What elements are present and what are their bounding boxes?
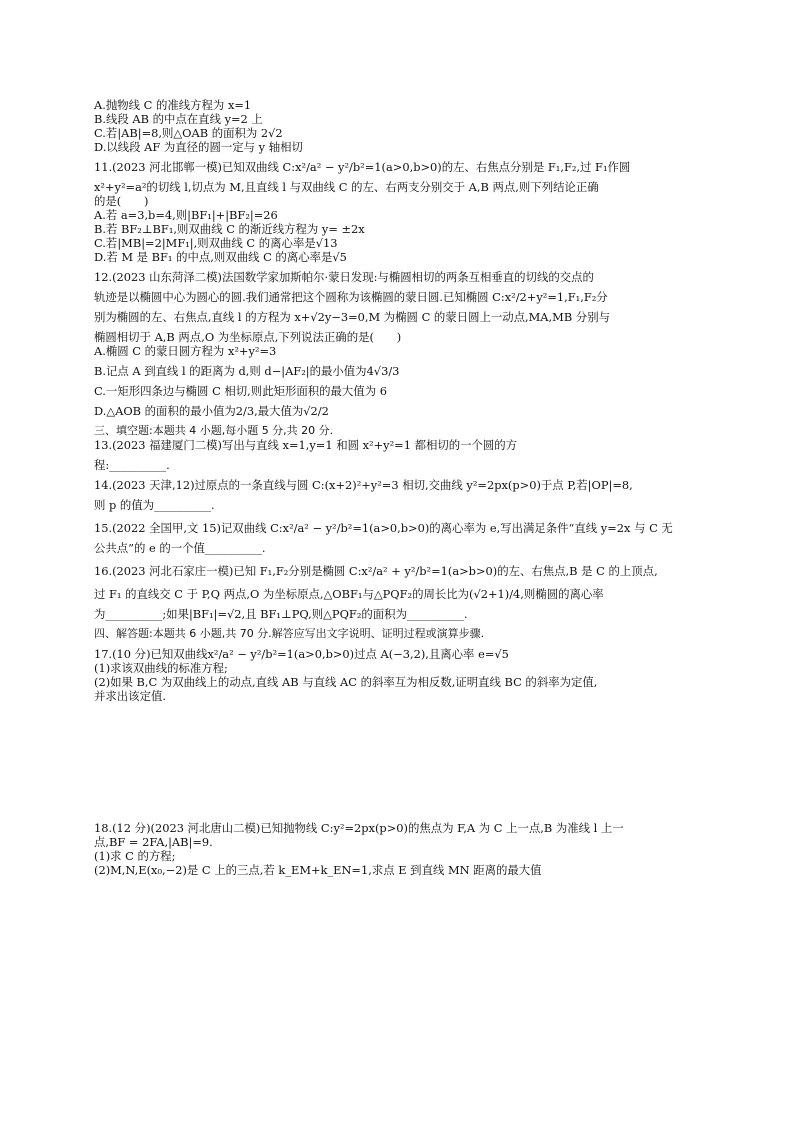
option-12c: C.一矩形四条边与椭圆 C 相切,则此矩形面积的最大值为 6 — [94, 384, 387, 398]
question-12-stem: 12.(2023 山东菏泽二模)法国数学家加斯帕尔·蒙日发现:与椭圆相切的两条互相垂直的切线的交点的 — [94, 270, 594, 284]
question-12-stem-end: 椭圆相切于 A,B 两点,O 为坐标原点,下列说法正确的是( ) — [94, 330, 402, 344]
option-12a: A.椭圆 C 的蒙日圆方程为 x²+y²=3 — [94, 344, 277, 358]
question-11-stem: 11.(2023 河北邯郸一模)已知双曲线 C:x²/a² − y²/b²=1(a>0,b>0)的左、右焦点分别是 F₁,F₂,过 F₁作圆 — [94, 160, 631, 174]
question-13-stem: 13.(2023 福建厦门二模)写出与直线 x=1,y=1 和圆 x²+y²=1 都相切的一个圆的方 — [94, 438, 518, 452]
option-10d: D.以线段 AF 为直径的圆一定与 y 轴相切 — [94, 140, 303, 154]
question-12-stem-cont2: 别为椭圆的左、右焦点,直线 l 的方程为 x+√2y−3=0,M 为椭圆 C 的蒙日圆上一动点,MA,MB 分别与 — [94, 310, 610, 324]
question-18-part1: (1)求 C 的方程; — [94, 849, 176, 863]
answer-space — [94, 703, 706, 821]
question-13-answer-blank: 程:__________. — [94, 458, 170, 472]
option-11b: B.若 BF₂⊥BF₁,则双曲线 C 的渐近线方程为 y= ±2x — [94, 222, 365, 236]
option-12d: D.△AOB 的面积的最小值为2/3,最大值为√2/2 — [94, 404, 329, 418]
question-18-stem: 18.(12 分)(2023 河北唐山二模)已知抛物线 C:y²=2px(p>0)的焦点为 F,A 为 C 上一点,B 为准线 l 上一 — [94, 821, 624, 835]
question-17-part2-end: 并求出该定值. — [94, 689, 166, 703]
question-17-part2: (2)如果 B,C 为双曲线上的动点,直线 AB 与直线 AC 的斜率互为相反数,证明直线 BC 的斜率为定值, — [94, 675, 598, 689]
option-11d: D.若 M 是 BF₁ 的中点,则双曲线 C 的离心率是√5 — [94, 250, 347, 264]
question-17-stem: 17.(10 分)已知双曲线x²/a² − y²/b²=1(a>0,b>0)过点 A(−3,2),且离心率 e=√5 — [94, 647, 509, 661]
option-12b: B.记点 A 到直线 l 的距离为 d,则 d−|AF₂|的最小值为4√3/3 — [94, 364, 400, 378]
question-12-stem-cont1: 轨迹是以椭圆中心为圆心的圆.我们通常把这个圆称为该椭圆的蒙日圆.已知椭圆 C:x²/2+y²=1,F₁,F₂分 — [94, 290, 608, 304]
document-page — [94, 98, 706, 877]
question-15-stem: 15.(2022 全国甲,文 15)记双曲线 C:x²/a² − y²/b²=1(a>0,b>0)的离心率为 e,写出满足条件“直线 y=2x 与 C 无 — [94, 521, 673, 535]
question-16-stem: 16.(2023 河北石家庄一模)已知 F₁,F₂分别是椭圆 C:x²/a² + y²/b²=1(a>b>0)的左、右焦点,B 是 C 的上顶点, — [94, 564, 658, 578]
option-11a: A.若 a=3,b=4,则|BF₁|+|BF₂|=26 — [94, 208, 278, 222]
question-18-stem-cont: 点,BF = 2FA,|AB|=9. — [94, 835, 213, 849]
question-18-part2: (2)M,N,E(x₀,−2)是 C 上的三点,若 k_EM+k_EN=1,求点 E 到直线 MN 距离的最大值 — [94, 863, 542, 877]
question-16-answer-blanks: 为__________;如果|BF₁|=√2,且 BF₁⊥PQ,则△PQF₂的面积为__________. — [94, 607, 468, 621]
option-10a: A.抛物线 C 的准线方程为 x=1 — [94, 98, 252, 112]
option-10b: B.线段 AB 的中点在直线 y=2 上 — [94, 112, 263, 126]
question-15-answer-blank: 公共点”的 e 的一个值__________. — [94, 541, 266, 555]
option-11c: C.若|MB|=2|MF₁|,则双曲线 C 的离心率是√13 — [94, 236, 338, 250]
section-fill-in-heading: 三、填空题:本题共 4 小题,每小题 5 分,共 20 分. — [94, 424, 334, 437]
question-11-stem-end: 的是( ) — [94, 194, 149, 208]
question-14-answer-blank: 则 p 的值为__________. — [94, 498, 215, 512]
question-17-part1: (1)求该双曲线的标准方程; — [94, 661, 228, 675]
question-16-stem-cont: 过 F₁ 的直线交 C 于 P,Q 两点,O 为坐标原点,△OBF₁与△PQF₂的周长比为(√2+1)/4,则椭圆的离心率 — [94, 587, 604, 601]
section-solution-heading: 四、解答题:本题共 6 小题,共 70 分.解答应写出文字说明、证明过程或演算步骤. — [94, 627, 485, 640]
question-14-stem: 14.(2023 天津,12)过原点的一条直线与圆 C:(x+2)²+y²=3 相切,交曲线 y²=2px(p>0)于点 P,若|OP|=8, — [94, 478, 633, 492]
question-11-stem-cont: x²+y²=a²的切线 l,切点为 M,且直线 l 与双曲线 C 的左、右两支分别交于 A,B 两点,则下列结论正确 — [94, 180, 599, 194]
option-10c: C.若|AB|=8,则△OAB 的面积为 2√2 — [94, 126, 283, 140]
